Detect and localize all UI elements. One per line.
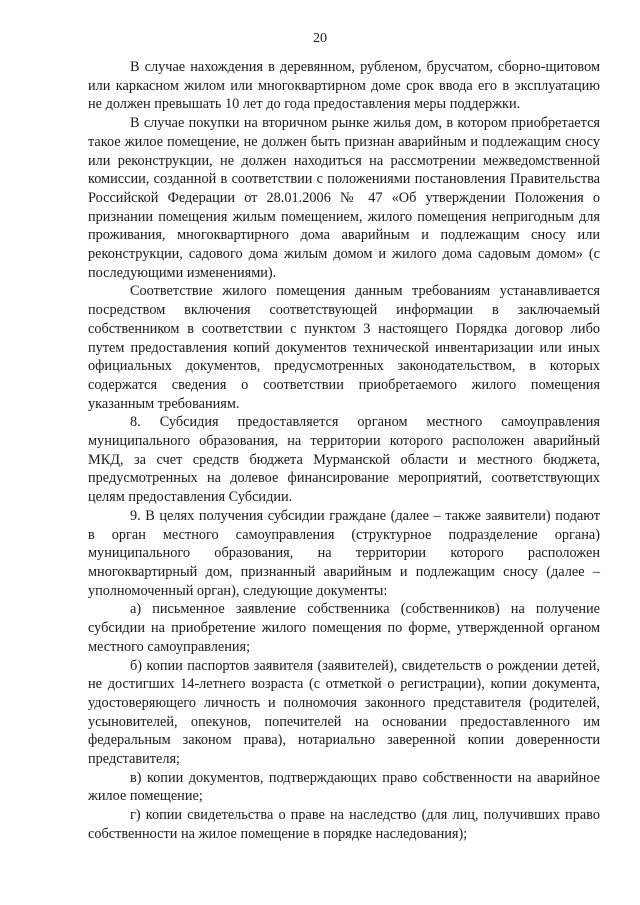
page-number: 20 bbox=[313, 31, 327, 46]
list-item-a: а) письменное заявление собственника (собственников) на получение субсидии на приобретение жилого помещения по форме, утвержденной органом местного самоуправления; bbox=[88, 601, 600, 655]
paragraph-compliance-confirmation: Соответствие жилого помещения данным требованиям устанавливается посредством включения соответствующей информации в заключаемый собственником в соответствии с пунктом 3 настоящего Порядка договор либо путем предоставления копий документов технической инвентаризации или иных официальных документов, предусмотренных законодательством, в которых содержатся сведения о соответствии приобретаемого жилого помещения указанным требованиям. bbox=[88, 283, 600, 412]
list-item-b: б) копии паспортов заявителя (заявителей), свидетельств о рождении детей, не достигших 14-летнего возраста (с отметкой о регистрации), копии документа, удостоверяющего личность и полномочия законного представителя (родителей, усыновителей, опекунов, попечителей на основании предоставленного им федеральным законом права), нотариально заверенной копии доверенности представителя; bbox=[88, 657, 600, 768]
document-body bbox=[88, 58, 600, 844]
list-item-v: в) копии документов, подтверждающих право собственности на аварийное жилое помещение; bbox=[88, 769, 600, 805]
paragraph-clause-9: 9. В целях получения субсидии граждане (далее – также заявители) подают в орган местного самоуправления (структурное подразделение органа) муниципального образования, на территории которого расположен многоквартирный дом, признанный аварийным и подлежащим сносу (далее – уполномоченный орган), следующие документы: bbox=[88, 507, 600, 599]
paragraph-clause-8: 8. Субсидия предоставляется органом местного самоуправления муниципального образования, на территории которого расположен аварийный МКД, за счет средств бюджета Мурманской области и местного бюджета, предусмотренных на долевое финансирование мероприятий, соответствующих целям предоставления Субсидии. bbox=[88, 414, 600, 506]
list-item-g: г) копии свидетельства о праве на наследство (для лиц, получивших право собственности на жилое помещение в порядке наследования); bbox=[88, 807, 600, 842]
paragraph-wooden-house-requirement: В случае нахождения в деревянном, рубленом, брусчатом, сборно-щитовом или каркасном жилом или многоквартирном доме срок ввода его в эксплуатацию не должен превышать 10 лет до года предоставления меры поддержки. bbox=[88, 59, 600, 113]
paragraph-secondary-market-requirement: В случае покупки на вторичном рынке жилья дом, в котором приобретается такое жилое помещение, не должен быть признан аварийным и подлежащим сносу или реконструкции, не должен находиться на рассмотрении межведомственной комиссии, созданной в соответствии с положениями постановления Правительства Российской Федерации от 28.01.2006 № 47 «Об утверждении Положения о признании помещения жилым помещением, жилого помещения непригодным для проживания, многоквартирного дома аварийным и подлежащим сносу или реконструкции, садового дома жилым домом и жилого дома садовым домом» (с последующими изменениями). bbox=[88, 115, 600, 281]
